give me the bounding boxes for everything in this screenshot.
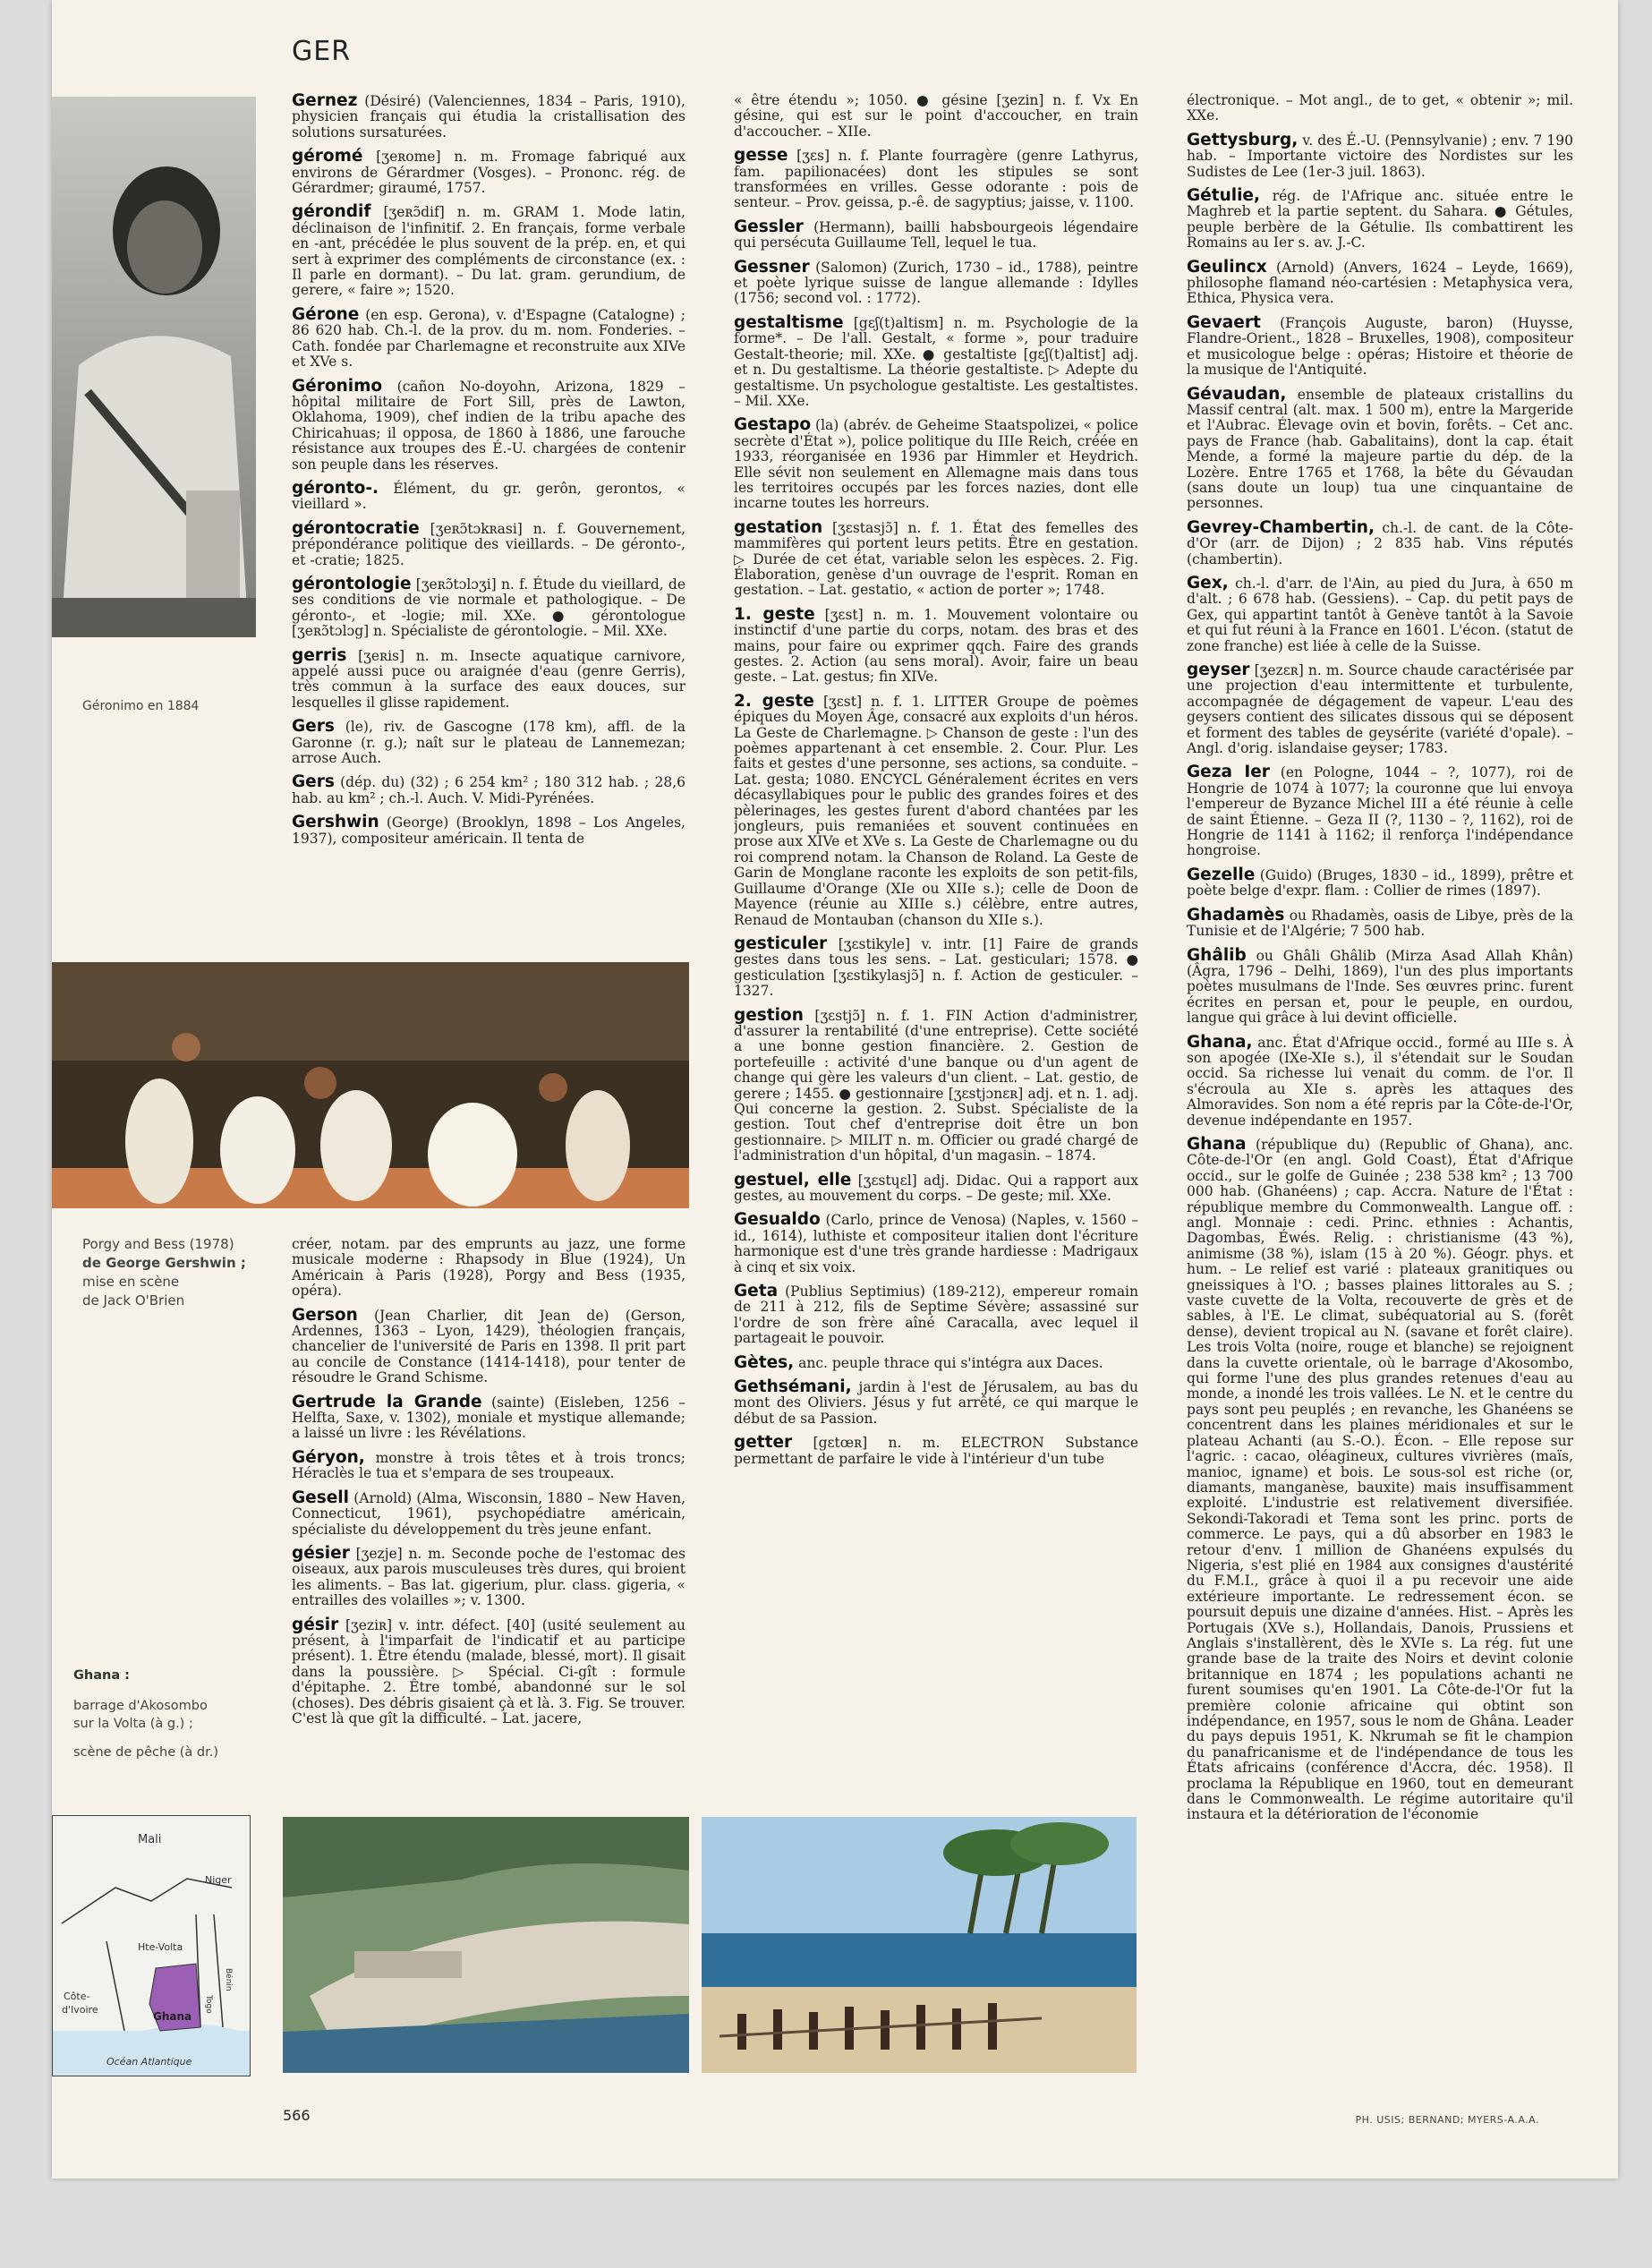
entry-headword: getter: [734, 1433, 793, 1453]
entry-headword: Gesell: [292, 1488, 349, 1507]
entry-headword: Gezelle: [1187, 865, 1256, 884]
dictionary-entry: [292, 93, 685, 141]
dictionary-entry: [292, 1305, 685, 1386]
stage-scene: [52, 962, 689, 1208]
entry-headword: Gevrey-Chambertin,: [1187, 517, 1375, 537]
entry-text: (Arnold) (Anvers, 1624 – Leyde, 1669), philosophe flamand néo-cartésien : Metaphysica vera, Ethica, Physica vera.: [1187, 259, 1573, 307]
map-label-togo: Togo: [204, 1995, 213, 2014]
map-label-cote-ivoire-2: d'Ivoire: [62, 2004, 98, 2016]
caption-ghana-title: Ghana :: [73, 1668, 130, 1683]
entry-headword: gésier: [292, 1543, 350, 1563]
entry-headword: Gérone: [292, 304, 360, 324]
dictionary-entry: [734, 604, 1138, 686]
entry-headword: géronto-.: [292, 478, 379, 498]
dictionary-entry: [734, 1005, 1138, 1164]
photo-credit: PH. USIS; BERNAND; MYERS-A.A.A.: [1355, 2114, 1539, 2126]
entry-text: [ʒɛstasjɔ̃] n. f. 1. État des femelles des mammifères qui portent leurs petits. Être en gestation. ▷ Durée de cet état, variable selon les espèces. 2. Fig. Élaboration, genèse d'un ouvrage de l'esprit. Roman en gestation. – Lat. gestatio, « action de porter »; 1748.: [734, 519, 1138, 599]
entry-headword: gésir: [292, 1615, 339, 1634]
entry-headword: Geza Ier: [1187, 763, 1270, 782]
entry-headword: Gershwin: [292, 813, 379, 832]
entry-text: créer, notam. par des emprunts au jazz, une forme musicale moderne : Rhapsody in Blue (1924), Un Américain à Paris (1928), Porgy and Bess (1935, opéra).: [292, 1237, 685, 1300]
dictionary-entry: [1187, 384, 1573, 512]
entry-text: (Publius Septimius) (189-212), empereur romain de 211 à 212, fils de Septime Sévère; assassiné sur l'ordre de son frère aîné Caracalla, avec lequel il partageait le pouvoir.: [734, 1283, 1138, 1347]
dictionary-entry: [1187, 945, 1573, 1027]
dictionary-entry: [734, 936, 1138, 1000]
entry-headword: gérontologie: [292, 574, 412, 593]
porgy-and-bess-photo: [52, 962, 689, 1208]
entry-text: monstre à trois têtes et à trois troncs; Héraclès le tua et s'empara de ses troupeaux.: [292, 1449, 685, 1482]
caption-porgy-line-1: Porgy and Bess (1978): [82, 1236, 234, 1252]
entry-text: (république du) (Republic of Ghana), anc. Côte-de-l'Or (en angl. Gold Coast), État d'Afrique occid., sur le golfe de Guinée ; 238 538 km² ; 13 700 000 hab. (Ghanéens) ; cap. Accra. Nature de l'État : république membre du Commonwealth. Langue off. : angl. Monnaie : cedi. Princ. ethnies : Achantis, Dagombas, Éwés. Relig. : christianisme (43 %), animisme (38 %), islam (15 à 20 %). Géogr. phys. et hum. – Le relief est varié : plateaux granitiques ou gneissiques à l'O. ; basses plaines littorales au S. ; vaste cuvette de la Volta, recouverte de grès et de sables, à l'E. Le climat, subéquatorial au S. (forêt dense), devient tropical au N. (savane et forêt claire). Les trois Volta (noire, rouge et blanche) se rejoignent dans la cuvette orientale, où le barrage d'Akosombo, qui forme l'une des plus grandes retenues d'eau au monde, a inondé les trois vallées. Le N. et le centre du pays sont peu peuplés ; en revanche, les Ghanéens se concentrent dans les plaines méridionales et sur le plateau Achanti (au S.-O.). Écon. – Elle repose sur l'agric. : cacao, oléagineux, cultures vivrières (maïs, manioc, igname) et bois. Le sous-sol est riche (or, diamants, manganèse, bauxite) mais insuffisamment exploité. L'industrie est relativement diversifiée. Sekondi-Takoradi et Tema sont les princ. ports de commerce. Le pays, qui a dû absorber en 1983 le retour d'env. 1 million de Ghanéens expulsés du Nigeria, s'est plié en 1984 aux consignes d'austérité du F.M.I., grâce à quoi il a pu recevoir une aide extérieure importante. Le redressement écon. se poursuit depuis une dizaine d'années. Hist. – Après les Portugais (XVe s.), Hollandais, Danois, Prussiens et Anglais s'installèrent, dès le XVIe s. La rég. fut une grande base de la traite des Noirs et devint colonie britannique en 1874 ; les populations achanti ne furent soumises qu'en 1901. La Côte-de-l'Or fut la première colonie africaine qui obtint son indépendance, en 1957, sous le nom de Ghâna. Leader du pays depuis 1951, K. Nkrumah se fit le champion du panafricanisme et de l'indépendance de tous les États africains (conférence d'Accra, déc. 1958). Il proclama la République en 1960, tout en demeurant dans le Commonwealth. Le régime autoritaire qu'il instaura et la détérioration de l'économie: [1187, 1136, 1573, 1823]
dictionary-entry: [292, 645, 685, 712]
entry-headword: gesse: [734, 146, 788, 166]
dictionary-entry: [292, 376, 685, 473]
entry-headword: gestation: [734, 517, 823, 537]
dictionary-entry: [1187, 312, 1573, 379]
entry-text: (George) (Brooklyn, 1898 – Los Angeles, 1937), compositeur américain. Il tenta de: [292, 814, 685, 847]
entry-text: jardin à l'est de Jérusalem, au bas du mont des Oliviers. Jésus y fut arrêté, ce qui marque le début de sa Passion.: [734, 1379, 1138, 1427]
entry-headword: Gestapo: [734, 415, 812, 435]
entry-headword: gestion: [734, 1005, 804, 1025]
map-label-cote-ivoire-1: Côte-: [64, 1991, 90, 2002]
entry-text: [ʒeʀis] n. m. Insecte aquatique carnivore, appelé aussi puce ou araignée d'eau (genre Gerris), très commun à la surface des eaux douces, sur lesquelles il glisse rapidement.: [292, 647, 685, 711]
entry-text: (Guido) (Bruges, 1830 – id., 1899), prêtre et poète belge d'expr. flam. : Collier de rimes (1897).: [1187, 866, 1573, 900]
entry-headword: Gevaert: [1187, 312, 1261, 332]
caption-ghana-line-1: barrage d'Akosombo: [73, 1699, 208, 1713]
caption-ghana-line-2: sur la Volta (à g.) ;: [73, 1717, 193, 1731]
entry-text: anc. État d'Afrique occid., formé au IIIe s. À son apogée (IXe-XIe s.), il s'étendait sur le Soudan occid. Sa richesse lui venait du comm. de l'or. Il s'écroula au XIe s. après les attaques des Almoravides. Son nom a été repris par la Côte-de-l'Or, devenue indépendante en 1957.: [1187, 1034, 1573, 1129]
dam-scene: [283, 1817, 689, 2073]
column-1-top: [292, 93, 685, 961]
entry-text: [gɛʃ(t)altism] n. m. Psychologie de la forme*. – De l'all. Gestalt, « forme », pour traduire Gestalt-theorie; mil. XXe. ● gestaltiste [gɛʃ(t)altist] adj. et n. Du gestaltisme. La théorie gestaltiste. ▷ Adepte du gestaltisme. Un psychologue gestaltiste. Les gestaltistes. – Mil. XXe.: [734, 314, 1138, 409]
entry-text: [ʒezɛʀ] n. m. Source chaude caractérisée par une projection d'eau intermittente et turbulente, accompagnée de dégagement de vapeur. L'eau des geysers contient des silicates dissous qui se déposent et forment des tables de geysérite (variété d'opale). – Angl. d'orig. islandaise geyser; 1783.: [1187, 662, 1573, 757]
entry-text: (la) (abrév. de Geheime Staatspolizei, « police secrète d'État »), police politique du IIIe Reich, créée en 1933, réorganisée en 1936 par Himmler et Heydrich. Elle sévit non seulement en Allemagne mais dans tous les territoires occupés par les forces nazies, dont elle incarne toutes les horreurs.: [734, 417, 1138, 512]
entry-headword: Gévaudan,: [1187, 384, 1287, 404]
entry-headword: Gers: [292, 717, 335, 737]
dictionary-entry: [292, 478, 685, 513]
entry-headword: 1. geste: [734, 604, 815, 624]
dictionary-entry: [292, 774, 685, 806]
dictionary-entry: [734, 1352, 1138, 1372]
entry-text: ou Rhadamès, oasis de Libye, près de la Tunisie et de l'Algérie; 7 500 hab.: [1187, 907, 1573, 940]
entry-headword: gérondif: [292, 202, 371, 222]
entry-headword: Gerson: [292, 1305, 358, 1325]
entry-headword: Gesualdo: [734, 1210, 821, 1230]
entry-headword: géromé: [292, 147, 363, 166]
entry-text: (Désiré) (Valenciennes, 1834 – Paris, 1910), physicien français qui étudia la cristallisation des solutions sursaturées.: [292, 93, 685, 141]
map-label-ocean: Océan Atlantique: [106, 2056, 192, 2068]
entry-text: [ʒeʀɔ̃tɔkʀasi] n. f. Gouvernement, prépondérance politique des vieillards. – De géronto-, et -cratie; 1825.: [292, 520, 685, 568]
entry-text: (en esp. Gerona), v. d'Espagne (Catalogne) ; 86 620 hab. Ch.-l. de la prov. du m. nom. Fonderies. – Cath. fondée par Charlemagne et reconstruite aux XIVe et XVe s.: [292, 306, 685, 371]
entry-text: (sainte) (Eisleben, 1256 – Helfta, Saxe, v. 1302), moniale et mystique allemande; a laissé un livre : les Révélations.: [292, 1394, 685, 1442]
entry-text: (Arnold) (Alma, Wisconsin, 1880 – New Haven, Connecticut, 1961), psychopédiatre américain, spécialiste du développement du très jeune enfant.: [292, 1489, 685, 1538]
caption-geronimo: Géronimo en 1884: [82, 699, 200, 713]
dictionary-entry: [734, 691, 1138, 928]
map-label-hte-volta: Hte-Volta: [138, 1941, 183, 1953]
dictionary-entry: [292, 204, 685, 298]
entry-text: [ʒɛstjɔ̃] n. f. 1. FIN Action d'administrer, d'assurer la rentabilité (d'une entreprise). Cette société a une bonne gestion financière. 2. Gestion de portefeuille : activité d'une banque ou d'un agent de change qui gère les valeurs d'un client. – Lat. gestio, de gerere ; 1455. ● gestionnaire [ʒɛstjɔnɛʀ] adj. et n. 1. adj. Qui concerne la gestion. 2. Subst. Spécialiste de la gestion. Tout chef d'entreprise doit être un bon gestionnaire. ▷ MILIT n. m. Officier ou gradé chargé de l'administration d'un hôpital, d'un magasin. – 1874.: [734, 1007, 1138, 1164]
dictionary-entry: [292, 518, 685, 568]
dictionary-entry: [292, 1543, 685, 1609]
dictionary-entry: [292, 814, 685, 847]
entry-text: ch.-l. d'arr. de l'Ain, au pied du Jura, à 650 m d'alt. ; 6 678 hab. (Gessiens). – Cap. du petit pays de Gex, qui appartint tantôt à Genève tantôt à la Savoie et qui fut réuni à la France en 1601. L'écon. (statut de zone franche) est liée à celle de la Suisse.: [1187, 575, 1573, 654]
running-head: GER: [292, 36, 352, 67]
entry-headword: gérontocratie: [292, 518, 420, 538]
entry-text: [ʒɛstikyle] v. intr. [1] Faire de grands gestes dans tous les sens. – Lat. gesticulari; 1578. ● gesticulation [ʒɛstikylasjɔ̃] n. f. Action de gesticuler. – 1327.: [734, 935, 1138, 1000]
dictionary-entry: [1187, 132, 1573, 180]
entry-text: (Hermann), bailli habsbourgeois légendaire qui persécuta Guillaume Tell, lequel le tua.: [734, 218, 1138, 252]
entry-text: (Carlo, prince de Venosa) (Naples, v. 1560 – id., 1614), luthiste et compositeur italien dont l'écriture harmonique est d'une très grande hardiesse : Madrigaux à cinq et six voix.: [734, 1212, 1138, 1275]
entry-text: [gɛtœʀ] n. m. ELECTRON Substance permettant de parfaire le vide à l'intérieur d'un tube: [734, 1435, 1138, 1467]
entry-headword: Ghâlib: [1187, 945, 1247, 965]
entry-headword: Ghana,: [1187, 1032, 1253, 1052]
entry-headword: geyser: [1187, 661, 1250, 679]
dictionary-entry: [734, 1283, 1138, 1347]
caption-ghana: [73, 1663, 218, 1761]
entry-text: [ʒɛstɥɛl] adj. Didac. Qui a rapport aux gestes, au mouvement du corps. – De geste; mil. XXe.: [734, 1172, 1138, 1204]
dictionary-entry: [292, 576, 685, 640]
dictionary-entry: [1187, 1032, 1573, 1129]
entry-text: [ʒeʀome] n. m. Fromage fabriqué aux environs de Gérardmer (Vosges). – Prononc. rég. de Gérardmer; giraumé, 1757.: [292, 149, 685, 197]
ghana-map: [52, 1815, 251, 2076]
column-1-bottom: [292, 1237, 685, 1810]
entry-headword: Geulincx: [1187, 257, 1267, 277]
entry-text: [ʒeʀɔ̃dif] n. m. GRAM 1. Mode latin, déclinaison de l'infinitif. 2. En français, forme verbale en -ant, précédée le plus souvent de la prép. en, et qui sert à exprimer des compléments de circonstance (ex. : Il parle en dormant). – Du lat. gram. gerundium, de gerere, « faire »; 1520.: [292, 204, 685, 299]
entry-text: rég. de l'Afrique anc. située entre le Maghreb et la partie septent. du Sahara. ● Gétules, peuple berbère de la Gétulie. Ils combattirent les Romains au Ier s. av. J.-C.: [1187, 188, 1573, 252]
dictionary-entry: [1187, 93, 1573, 124]
dictionary-entry: [734, 219, 1138, 252]
entry-text: (cañon No-doyohn, Arizona, 1829 – hôpital militaire de Fort Sill, près de Lawton, Oklahoma, 1909), chef indien de la tribu apache des Chiricahuas; il opposa, de 1860 à 1886, une farouche résistance aux troupes des É.-U. chargées de contenir son peuple dans les réserves.: [292, 378, 685, 473]
dictionary-entry: [1187, 905, 1573, 940]
entry-headword: Gètes,: [734, 1352, 795, 1372]
entry-text: électronique. – Mot angl., de to get, « obtenir »; mil. XXe.: [1187, 93, 1573, 124]
entry-text: anc. peuple thrace qui s'intégra aux Daces.: [798, 1354, 1103, 1371]
dictionary-entry: [734, 417, 1138, 511]
column-3: [1187, 93, 1573, 2078]
map-label-benin: Bénin: [224, 1968, 233, 1991]
dictionary-entry: [292, 1490, 685, 1538]
entry-text: [ʒezje] n. m. Seconde poche de l'estomac des oiseaux, aux parois musculeuses très dures, qui broient les aliments. – Bas lat. gigerium, plur. class. gigeria, « entrailles des volailles »; v. 1300.: [292, 1545, 685, 1609]
ghana-map-svg: [53, 1816, 250, 2076]
caption-ghana-line-3: scène de pêche (à dr.): [73, 1745, 218, 1760]
entry-text: ch.-l. de cant. de la Côte-d'Or (arr. de Dijon) ; 2 835 hab. Vins réputés (chambertin).: [1187, 519, 1573, 567]
map-label-mali: Mali: [138, 1833, 162, 1846]
entry-text: (en Pologne, 1044 – ?, 1077), roi de Hongrie de 1074 à 1077; la couronne que lui envoya l'empereur de Byzance Michel III a été réunie à celle de saint Étienne. – Geza II (?, 1130 – ?, 1162), roi de Hongrie de 1141 à 1162; il renforça l'indépendance hongroise.: [1187, 764, 1573, 859]
entry-text: [ʒeziʀ] v. intr. défect. [40] (usité seulement au présent, à l'imparfait de l'indicatif et au participe présent). 1. Être étendu (malade, blessé, mort). Il gisait dans la poussière. ▷ Spécial. Ci-gît : formule d'épitaphe. 2. Être tombé, abandonné sur le sol (choses). Des débris gisaient çà et là. 3. Fig. Se trouver. C'est là que gît la difficulté. – Lat. jacere,: [292, 1616, 685, 1727]
dictionary-entry: [734, 148, 1138, 211]
dictionary-entry: [734, 1172, 1138, 1205]
dictionary-entry: [734, 257, 1138, 307]
dictionary-entry: [734, 312, 1138, 409]
beach-scene: [702, 1817, 1137, 2073]
dictionary-entry: [1187, 764, 1573, 858]
entry-text: (Jean Charlier, dit Jean de) (Gerson, Ardennes, 1363 – Lyon, 1429), théologien français, chancelier de l'université de Paris en 1398. Il prit part au concile de Constance (1414-1418), pour tenter de résoudre le Grand Schisme.: [292, 1307, 685, 1386]
entry-text: « être étendu »; 1050. ● gésine [ʒezin] n. f. Vx En gésine, qui est sur le point d'accoucher, en train d'accoucher. – XIIe.: [734, 93, 1138, 140]
entry-headword: gesticuler: [734, 934, 828, 953]
dictionary-entry: [1187, 573, 1573, 654]
entry-headword: Gettysburg,: [1187, 130, 1299, 149]
column-2: [734, 93, 1138, 1808]
entry-headword: Gernez: [292, 93, 358, 110]
entry-text: ou Ghâli Ghâlib (Mirza Asad Allah Khân) (Âgra, 1796 – Delhi, 1869), l'un des plus importants poètes musulmans de l'Inde. Ses œuvres princ. furent écrites en persan et, pour le peuple, en ourdou, langue qui grâce à lui devint officielle.: [1187, 947, 1573, 1027]
dictionary-entry: [1187, 188, 1573, 252]
entry-headword: Ghana: [1187, 1134, 1247, 1154]
entry-text: [ʒɛs] n. f. Plante fourragère (genre Lathyrus, fam. papilionacées) dont les stipules se sont transformées en vrilles. Gesse odorante : pois de senteur. – Prov. geissa, p.-ê. de sagyptius; jaisse, v. 1100.: [734, 148, 1138, 211]
dictionary-entry: [1187, 867, 1573, 900]
fishing-scene-photo: [702, 1817, 1137, 2073]
entry-headword: Géronimo: [292, 376, 383, 396]
dictionary-entry: [1187, 257, 1573, 307]
entry-headword: gestuel, elle: [734, 1170, 852, 1189]
dictionary-entry: [734, 1212, 1138, 1275]
dictionary-entry: [1187, 517, 1573, 567]
entry-headword: Gessler: [734, 217, 804, 236]
dictionary-entry: [734, 517, 1138, 599]
entry-text: (dép. du) (32) ; 6 254 km² ; 180 312 hab. ; 28,6 hab. au km² ; ch.-l. Auch. V. Midi-Pyrénées.: [292, 774, 685, 806]
map-label-niger: Niger: [205, 1874, 232, 1886]
dictionary-entry: [292, 1237, 685, 1300]
caption-porgy-line-4: de Jack O'Brien: [82, 1292, 185, 1309]
entry-text: [ʒeʀɔ̃tɔlɔʒi] n. f. Étude du vieillard, de ses conditions de vie normale et pathologique. – De géronto-, et -logie; mil. XXe. ● gérontologue [ʒeʀɔ̃tɔlɔg] n. Spécialiste de gérontologie. – Mil. XXe.: [292, 576, 685, 640]
dictionary-entry: [292, 1617, 685, 1727]
dictionary-entry: [1187, 1134, 1573, 1823]
dictionary-entry: [292, 304, 685, 371]
entry-text: (le), riv. de Gascogne (178 km), affl. de la Garonne (r. g.); naît sur le plateau de Lannemezan; arrose Auch.: [292, 719, 685, 767]
dictionary-page: [52, 0, 1618, 2178]
entry-headword: Géryon,: [292, 1447, 365, 1467]
caption-porgy-line-3: mise en scène: [82, 1274, 180, 1290]
entry-headword: Gertrude la Grande: [292, 1392, 482, 1411]
entry-text: ensemble de plateaux cristallins du Massif central (alt. max. 1 500 m), entre la Margeride et l'Aubrac. Élevage ovin et bovin, forêts. – Cet anc. pays de France (hab. Gabalitains), dont la cap. était Mende, a formé la majeure partie du dép. de la Lozère. Entre 1765 et 1768, la bête du Gévaudan (sans doute un loup) tua une cinquantaine de personnes.: [1187, 386, 1573, 512]
dictionary-entry: [734, 1379, 1138, 1427]
entry-headword: Geta: [734, 1282, 779, 1301]
dictionary-entry: [734, 93, 1138, 140]
geronimo-portrait: [52, 97, 256, 637]
dictionary-entry: [292, 1394, 685, 1442]
entry-text: [ʒɛst] n. f. 1. LITTER Groupe de poèmes épiques du Moyen Âge, consacré aux exploits d'un héros. La Geste de Charlemagne. ▷ Chanson de geste : l'un des poèmes appartenant à cet ensemble. 2. Cour. Plur. Les faits et gestes d'une personne, ses actions, sa conduite. – Lat. gesta; 1080. ENCYCL Généralement écrites en vers décasyllabiques pour le public des grandes foires et des pèlerinages, les gestes furent d'abord chantées par les jongleurs, puis remaniées et souvent continuées en prose aux XIVe et XVe s. La Geste de Charlemagne ou du roi comprend notam. la Chanson de Roland. La Geste de Garin de Monglane raconte les exploits de son petit-fils, Guillaume d'Orange (XIe ou XIIe s.); celle de Doon de Mayence (réunie au XIIIe s.) célèbre, entre autres, Renaud de Montauban (chanson du XIIe s.).: [734, 693, 1138, 928]
dictionary-entry: [292, 719, 685, 766]
entry-headword: Gers: [292, 772, 335, 792]
caption-porgy-line-2: de George Gershwin ;: [82, 1255, 246, 1271]
entry-text: (Salomon) (Zurich, 1730 – id., 1788), peintre et poète lyrique suisse de langue allemande : Idylles (1756; second vol. : 1772).: [734, 259, 1138, 307]
akosombo-dam-photo: [283, 1817, 689, 2073]
entry-headword: Ghadamès: [1187, 905, 1285, 925]
geronimo-photo: [52, 97, 256, 637]
dictionary-entry: [734, 1435, 1138, 1467]
caption-porgy-and-bess: [82, 1235, 246, 1310]
entry-text: (François Auguste, baron) (Huysse, Flandre-Orient., 1828 – Bruxelles, 1908), compositeur et musicologue belge : opéras; Histoire et théorie de la musique de l'Antiquité.: [1187, 314, 1573, 379]
entry-text: v. des É.-U. (Pennsylvanie) ; env. 7 190 hab. – Importante victoire des Nordistes sur les Sudistes de Lee (1er-3 juil. 1863).: [1187, 132, 1573, 180]
dictionary-entry: [1187, 662, 1573, 756]
entry-headword: Gétulie,: [1187, 186, 1261, 206]
entry-headword: Gessner: [734, 257, 810, 277]
entry-headword: Gethsémani,: [734, 1377, 852, 1397]
map-label-ghana: Ghana: [153, 2010, 192, 2023]
entry-headword: gerris: [292, 645, 347, 665]
page-number: 566: [283, 2107, 311, 2124]
dictionary-entry: [292, 149, 685, 196]
entry-headword: 2. geste: [734, 691, 814, 711]
entry-text: [ʒɛst] n. m. 1. Mouvement volontaire ou instinctif d'une partie du corps, notam. des bras et des mains, pour faire ou exprimer qqch. Faire des grands gestes. 2. Action (au sens moral). Avoir, faire un beau geste. – Lat. gestus; fin XIVe.: [734, 606, 1138, 686]
entry-headword: Gex,: [1187, 573, 1229, 593]
entry-headword: gestaltisme: [734, 312, 844, 332]
dictionary-entry: [292, 1447, 685, 1482]
entry-text: Élément, du gr. gerôn, gerontos, « vieillard ».: [292, 480, 685, 513]
